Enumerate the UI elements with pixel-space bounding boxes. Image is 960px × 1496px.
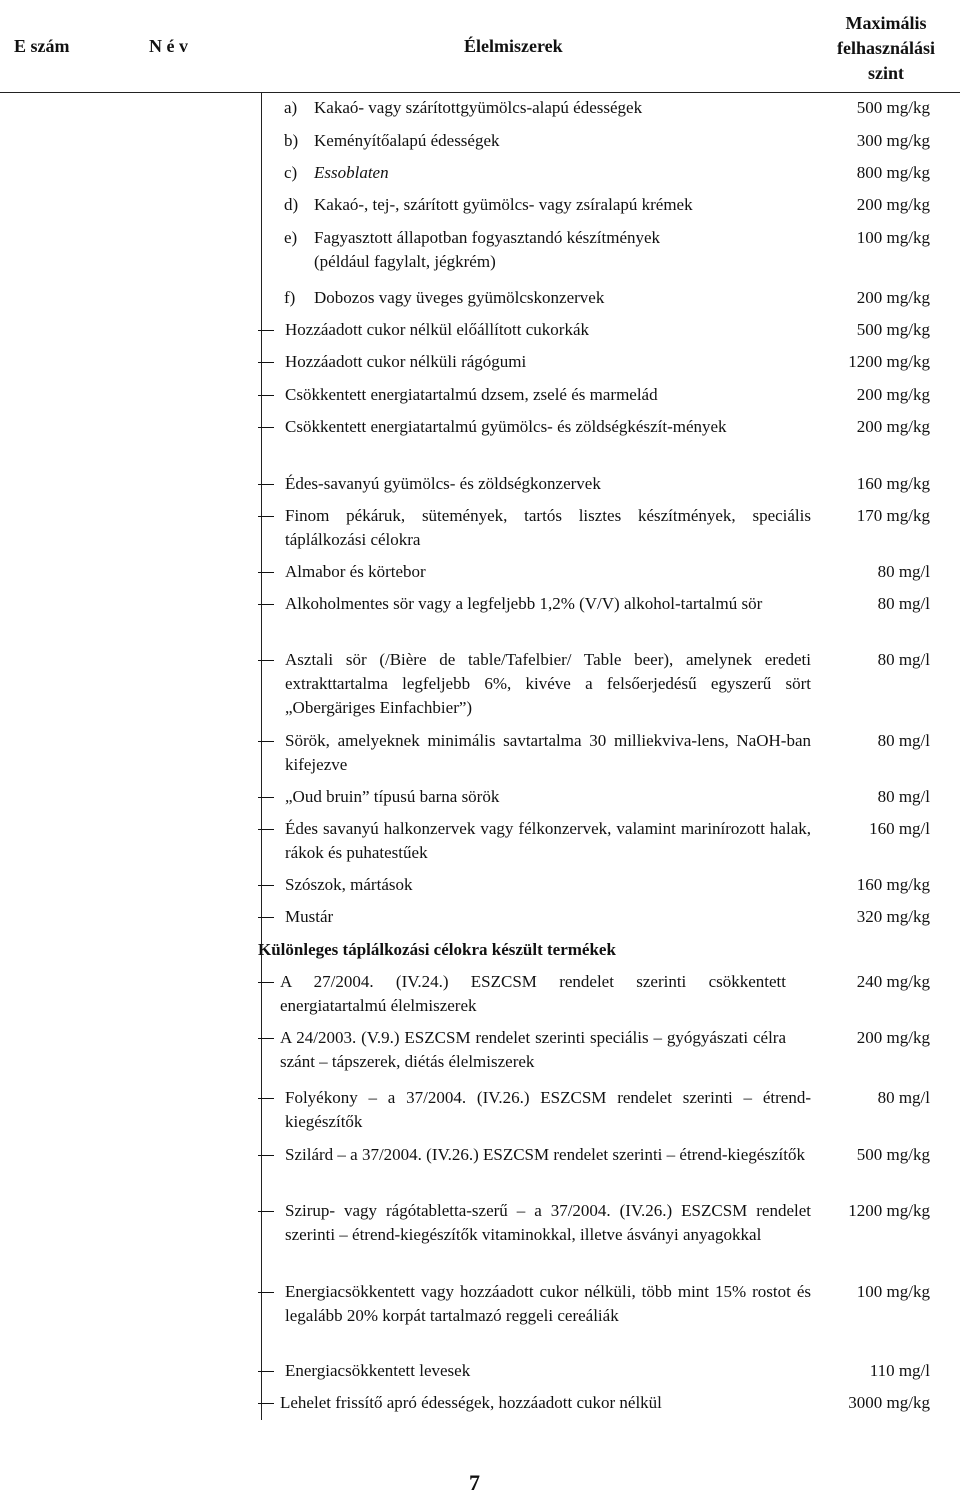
row-value: 240 mg/kg	[856, 972, 930, 991]
row-text: Kakaó- vagy szárítottgyümölcs-alapú édességek	[314, 98, 643, 117]
row-text: Almabor és körtebor	[285, 562, 426, 581]
row-marker: b)	[284, 131, 299, 150]
row-value: 500 mg/kg	[856, 98, 930, 117]
row-value: 110 mg/l	[869, 1361, 930, 1380]
row-text: Szilárd – a 37/2004. (IV.26.) ESZCSM rendelet szerinti – étrend-kiegészítők	[285, 1145, 805, 1164]
row-text: Szirup- vagy rágótabletta-szerű – a 37/2004. (IV.26.) ESZCSM rendelet szerinti – étrend-kiegészítők vitaminokkal, illetve ásványi anyagokkal	[285, 1201, 811, 1244]
row-text: Sörök, amelyeknek minimális savtartalma 30 milliekviva-lens, NaOH-ban kifejezve	[285, 731, 811, 774]
row-text: „Oud bruin” típusú barna sörök	[285, 787, 500, 806]
dash-marker	[258, 917, 274, 918]
dash-marker	[258, 829, 274, 830]
header-divider	[0, 92, 960, 93]
row-value: 3000 mg/kg	[848, 1393, 930, 1412]
row-value: 100 mg/kg	[856, 228, 930, 247]
row-marker: c)	[284, 163, 298, 182]
section-title: Különleges táplálkozási célokra készült termékek	[258, 940, 616, 959]
row-value: 200 mg/kg	[856, 288, 930, 307]
row-text-line1: Fagyasztott állapotban fogyasztandó készítmények	[314, 228, 661, 247]
row-text: Csökkentett energiatartalmú dzsem, zselé és marmelád	[285, 385, 658, 404]
header-max-szint	[812, 11, 960, 86]
row-marker: d)	[284, 195, 299, 214]
header-e-szam: E szám	[14, 36, 70, 56]
dash-marker	[258, 885, 274, 886]
row-text: Lehelet frissítő apró édességek, hozzáadott cukor nélkül	[280, 1393, 662, 1412]
dash-marker	[258, 395, 274, 396]
dash-marker	[258, 572, 274, 573]
row-value: 160 mg/kg	[856, 875, 930, 894]
row-value: 200 mg/kg	[856, 417, 930, 436]
row-value: 80 mg/l	[877, 731, 930, 750]
header-nev: N é v	[149, 36, 188, 56]
row-value: 80 mg/l	[877, 650, 930, 669]
row-text: Alkoholmentes sör vagy a legfeljebb 1,2% (V/V) alkohol-tartalmú sör	[285, 594, 763, 613]
dash-marker	[258, 484, 274, 485]
row-value: 500 mg/kg	[856, 1145, 930, 1164]
row-marker: f)	[284, 288, 296, 307]
dash-marker	[258, 660, 274, 661]
dash-marker	[258, 982, 274, 983]
row-value: 500 mg/kg	[856, 320, 930, 339]
row-text: Dobozos vagy üveges gyümölcskonzervek	[314, 288, 605, 307]
row-text: Mustár	[285, 907, 334, 926]
row-value: 200 mg/kg	[856, 385, 930, 404]
row-text: Csökkentett energiatartalmú gyümölcs- és zöldségkészít-mények	[285, 417, 727, 436]
row-text: Finom pékáruk, sütemények, tartós lisztes készítmények, speciális táplálkozási célokra	[285, 506, 811, 549]
row-marker: a)	[284, 98, 298, 117]
header-max-line2: felhasználási	[836, 38, 935, 58]
row-value: 320 mg/kg	[856, 907, 930, 926]
row-text: Hozzáadott cukor nélküli rágógumi	[285, 352, 527, 371]
row-text: Szószok, mártások	[285, 875, 413, 894]
row-text: Asztali sör (/Bière de table/Tafelbier/ Table beer), amelynek eredeti extrakttartalma legfeljebb 6%, kivéve a felsőerjedésű egyszerű sört „Obergäriges Einfachbier”)	[285, 650, 811, 717]
dash-marker	[258, 1292, 274, 1293]
row-text	[314, 226, 784, 274]
row-text: Energiacsökkentett vagy hozzáadott cukor nélküli, több mint 15% rostot és legalább 20% korpát tartalmazó reggeli cereáliák	[285, 1282, 811, 1325]
row-value: 1200 mg/kg	[848, 352, 930, 371]
row-value: 160 mg/kg	[856, 474, 930, 493]
row-text: Kakaó-, tej-, szárított gyümölcs- vagy zsíralapú krémek	[314, 195, 693, 214]
row-value: 80 mg/l	[877, 1088, 930, 1107]
row-value: 160 mg/l	[869, 819, 930, 838]
dash-marker	[258, 1403, 274, 1404]
row-value: 800 mg/kg	[856, 163, 930, 182]
page-number: 7	[469, 1470, 480, 1495]
row-text-line2: (például fagylalt, jégkrém)	[314, 252, 496, 271]
dash-marker	[258, 1155, 274, 1156]
dash-marker	[258, 362, 274, 363]
row-value: 300 mg/kg	[856, 131, 930, 150]
dash-marker	[258, 1038, 274, 1039]
row-value: 100 mg/kg	[856, 1282, 930, 1301]
table-header	[0, 0, 960, 92]
row-value: 200 mg/kg	[856, 1028, 930, 1047]
row-marker: e)	[284, 228, 298, 247]
dash-marker	[258, 427, 274, 428]
row-text: Folyékony – a 37/2004. (IV.26.) ESZCSM rendelet szerinti – étrend-kiegészítők	[285, 1088, 811, 1131]
dash-marker	[258, 330, 274, 331]
dash-marker	[258, 516, 274, 517]
header-max-line1: Maximális	[845, 13, 927, 33]
row-text: A 27/2004. (IV.24.) ESZCSM rendelet szerinti csökkentett energiatartalmú élelmiszerek	[280, 972, 786, 1015]
row-value: 80 mg/l	[877, 787, 930, 806]
header-elelmiszerek: Élelmiszerek	[464, 36, 563, 56]
dash-marker	[258, 1371, 274, 1372]
header-max-line3: szint	[868, 63, 904, 83]
row-value: 200 mg/kg	[856, 195, 930, 214]
dash-marker	[258, 1098, 274, 1099]
row-text: Édes savanyú halkonzervek vagy félkonzervek, valamint marinírozott halak, rákok és puhatestűek	[285, 819, 811, 862]
row-value: 170 mg/kg	[856, 506, 930, 525]
dash-marker	[258, 604, 274, 605]
row-text: Essoblaten	[314, 163, 389, 182]
row-value: 80 mg/l	[877, 594, 930, 613]
dash-marker	[258, 741, 274, 742]
row-value: 1200 mg/kg	[848, 1201, 930, 1220]
dash-marker	[258, 1211, 274, 1212]
row-text: Édes-savanyú gyümölcs- és zöldségkonzervek	[285, 474, 601, 493]
row-text: Hozzáadott cukor nélkül előállított cukorkák	[285, 320, 590, 339]
column-divider	[261, 92, 262, 1420]
row-text: A 24/2003. (V.9.) ESZCSM rendelet szerinti speciális – gyógyászati célra szánt – tápszerek, diétás élelmiszerek	[280, 1028, 786, 1071]
row-text: Keményítőalapú édességek	[314, 131, 500, 150]
dash-marker	[258, 797, 274, 798]
row-text: Energiacsökkentett levesek	[285, 1361, 471, 1380]
row-value: 80 mg/l	[877, 562, 930, 581]
